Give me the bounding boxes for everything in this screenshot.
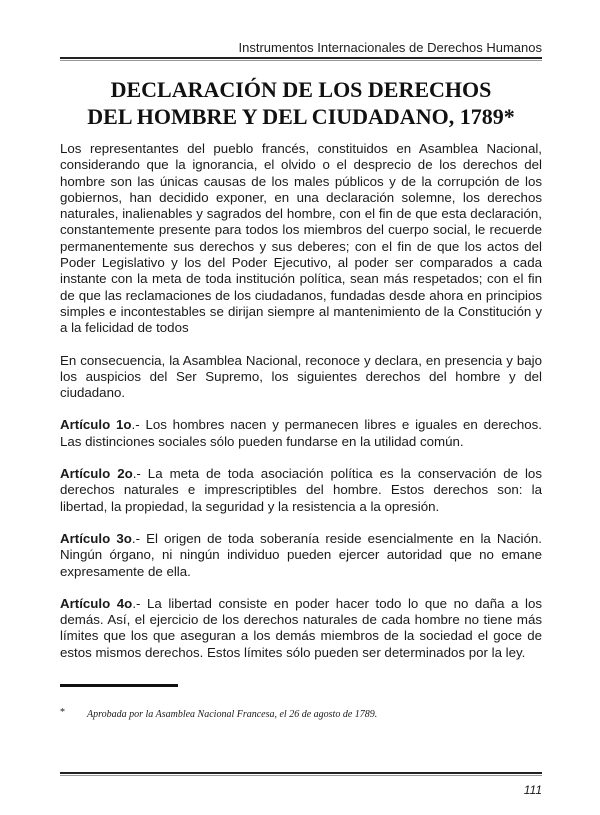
article-1 bbox=[60, 417, 542, 450]
article-4 bbox=[60, 596, 542, 661]
title-line-2: DEL HOMBRE Y DEL CIUDADANO, 1789* bbox=[87, 104, 515, 129]
article-3 bbox=[60, 531, 542, 580]
article-2 bbox=[60, 466, 542, 515]
preamble-paragraph: Los representantes del pueblo francés, constituidos en Asamblea Nacional, considerando que la ignorancia, el olvido o el desprecio de los derechos del hombre son las únicas causas de los males públicos y de la corrupción de los gobiernos, han decidido exponer, en una declaración solemne, los derechos naturales, inalienables y sagrados del hombre, con el fin de que esta declaración, constantemente presente para todos los miembros del cuerpo social, le recuerde permanentemente sus derechos y sus deberes; con el fin de que los actos del Poder Legislativo y los del Poder Ejecutivo, al poder ser comparados a cada instante con la meta de toda institución política, sean más respetados; con el fin de que las reclamaciones de los ciudadanos, fundadas desde ahora en principios simples e incontestables se dirijan siempre al mantenimiento de la Constitución y a la felicidad de todos bbox=[60, 141, 542, 336]
article-label: Artículo 4o bbox=[60, 595, 133, 611]
header-rule bbox=[60, 57, 542, 59]
page-number: 111 bbox=[523, 783, 542, 797]
title-line-1: DECLARACIÓN DE LOS DERECHOS bbox=[110, 77, 492, 102]
article-text: .- Los hombres nacen y permanecen libres e iguales en derechos. Las distinciones sociales sólo pueden fundarse en la utilidad común. bbox=[60, 417, 542, 449]
article-text: .- La meta de toda asociación política es la conservación de los derechos naturales e imprescriptibles del hombre. Estos derechos son: la libertad, la propiedad, la seguridad y la resistencia a la opresión. bbox=[60, 466, 542, 514]
footnote-text: Aprobada por la Asamblea Nacional Francesa, el 26 de agosto de 1789. bbox=[87, 709, 378, 720]
running-header: Instrumentos Internacionales de Derechos Humanos bbox=[238, 40, 542, 55]
article-label: Artículo 1o bbox=[60, 417, 132, 433]
footnote-marker: * bbox=[60, 707, 65, 718]
article-text: .- La libertad consiste en poder hacer todo lo que no daña a los demás. Así, el ejercicio de los derechos naturales de cada hombre no tiene más límites que los que aseguran a los demás miembros de la sociedad el goce de estos mismos derechos. Estos límites sólo pueden ser determinados por la ley. bbox=[60, 595, 542, 660]
document-body bbox=[60, 141, 542, 677]
article-label: Artículo 3o bbox=[60, 530, 132, 546]
article-label: Artículo 2o bbox=[60, 466, 133, 482]
footer-rule bbox=[60, 772, 542, 774]
article-text: .- El origen de toda soberanía reside esencialmente en la Nación. Ningún órgano, ni ningún individuo pueden ejercer autoridad que no emane expresamente de ella. bbox=[60, 530, 542, 579]
page-title bbox=[40, 76, 562, 130]
footnote-separator bbox=[60, 684, 178, 687]
consequence-paragraph: En consecuencia, la Asamblea Nacional, reconoce y declara, en presencia y bajo los auspicios del Ser Supremo, los siguientes derechos del hombre y del ciudadano. bbox=[60, 352, 542, 401]
